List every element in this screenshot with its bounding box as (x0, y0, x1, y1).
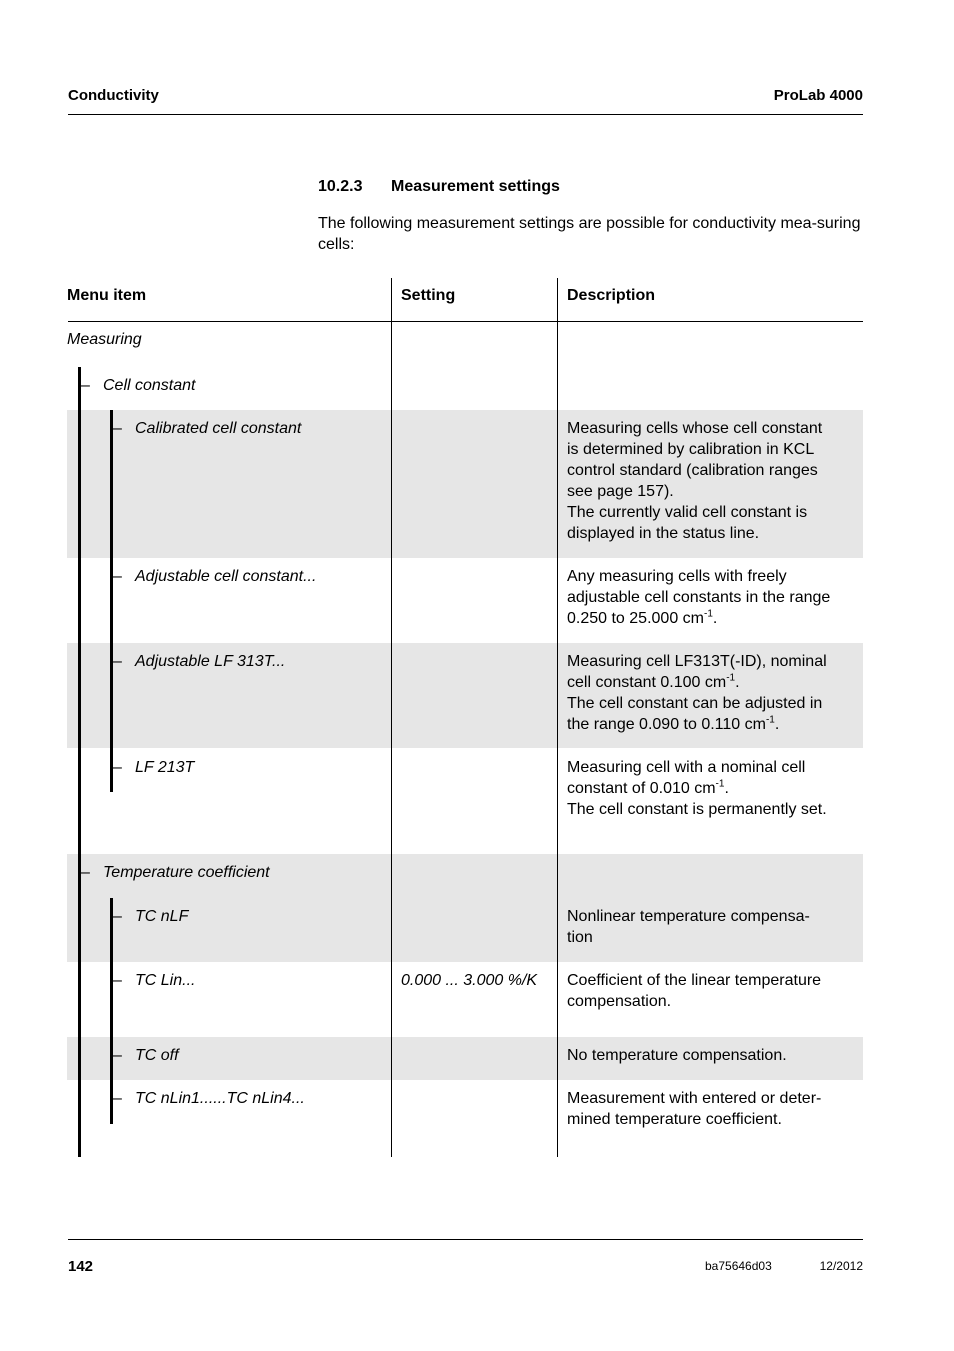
menu-item: Measuring (67, 331, 142, 348)
setting-value: 0.000 ... 3.000 %/K (401, 972, 538, 989)
header-menu-item: Menu item (67, 287, 147, 304)
description: No temperature compensation. (567, 1047, 787, 1064)
menu-item: – Adjustable LF 313T... (135, 651, 285, 672)
description: Measuring cell LF313T(-ID), nominal cell constant 0.100 $cm^{-1}$. The cell constant can be adjusted in the range 0.090 to 0.110 $cm^{-1}$. (567, 653, 827, 733)
column-divider (391, 278, 392, 1157)
description: Any measuring cells with freely adjustable cell constants in the range 0.250 to 25.000 $cm^{-1}$. (567, 568, 831, 627)
page-number: 142 (68, 1258, 94, 1275)
tree-line-level2 (110, 410, 113, 792)
description: Nonlinear temperature compensa- tion (567, 908, 810, 946)
menu-item: – Temperature coefficient (103, 862, 270, 883)
header-setting: Setting (401, 287, 456, 304)
section-number: 10.2.3 (318, 178, 363, 195)
menu-item: – TC nLin1......TC nLin4... (135, 1088, 305, 1109)
menu-item: – Adjustable cell constant... (135, 566, 316, 587)
description: Measuring cell with a nominal cell constant of 0.010 $cm^{-1}$. The cell constant is permanently set. (567, 759, 827, 818)
header-description: Description (567, 287, 656, 304)
section-title: Measurement settings (391, 178, 560, 195)
running-header-product: ProLab 4000 (773, 87, 863, 104)
intro-text: The following measurement settings are possible for conductivity mea-suring cells: (318, 215, 861, 253)
menu-item: – TC off (135, 1045, 179, 1066)
menu-item: – TC nLF (135, 906, 188, 927)
footer-rule (68, 1239, 863, 1240)
menu-item: – Calibrated cell constant (135, 418, 301, 439)
table-header-rule (68, 321, 863, 322)
description: Measuring cells whose cell constant is determined by calibration in KCL control standard (calibration ranges see page 157). The currently valid cell constant is displayed in the status line. (567, 420, 823, 542)
header-rule (68, 114, 863, 115)
description: Measurement with entered or deter- mined temperature coefficient. (567, 1090, 822, 1128)
document-id: ba75646d03 (705, 1259, 772, 1273)
description: Coefficient of the linear temperature compensation. (567, 972, 822, 1010)
document-date: 12/2012 (819, 1259, 863, 1273)
menu-item: – Cell constant (103, 375, 196, 396)
section-heading (318, 178, 560, 196)
tree-line-level1 (78, 367, 81, 1157)
column-divider (557, 278, 558, 1157)
intro-paragraph (318, 213, 868, 255)
menu-item: – LF 213T (135, 757, 194, 778)
running-header-chapter: Conductivity (68, 87, 159, 104)
menu-item: – TC Lin... (135, 970, 195, 991)
